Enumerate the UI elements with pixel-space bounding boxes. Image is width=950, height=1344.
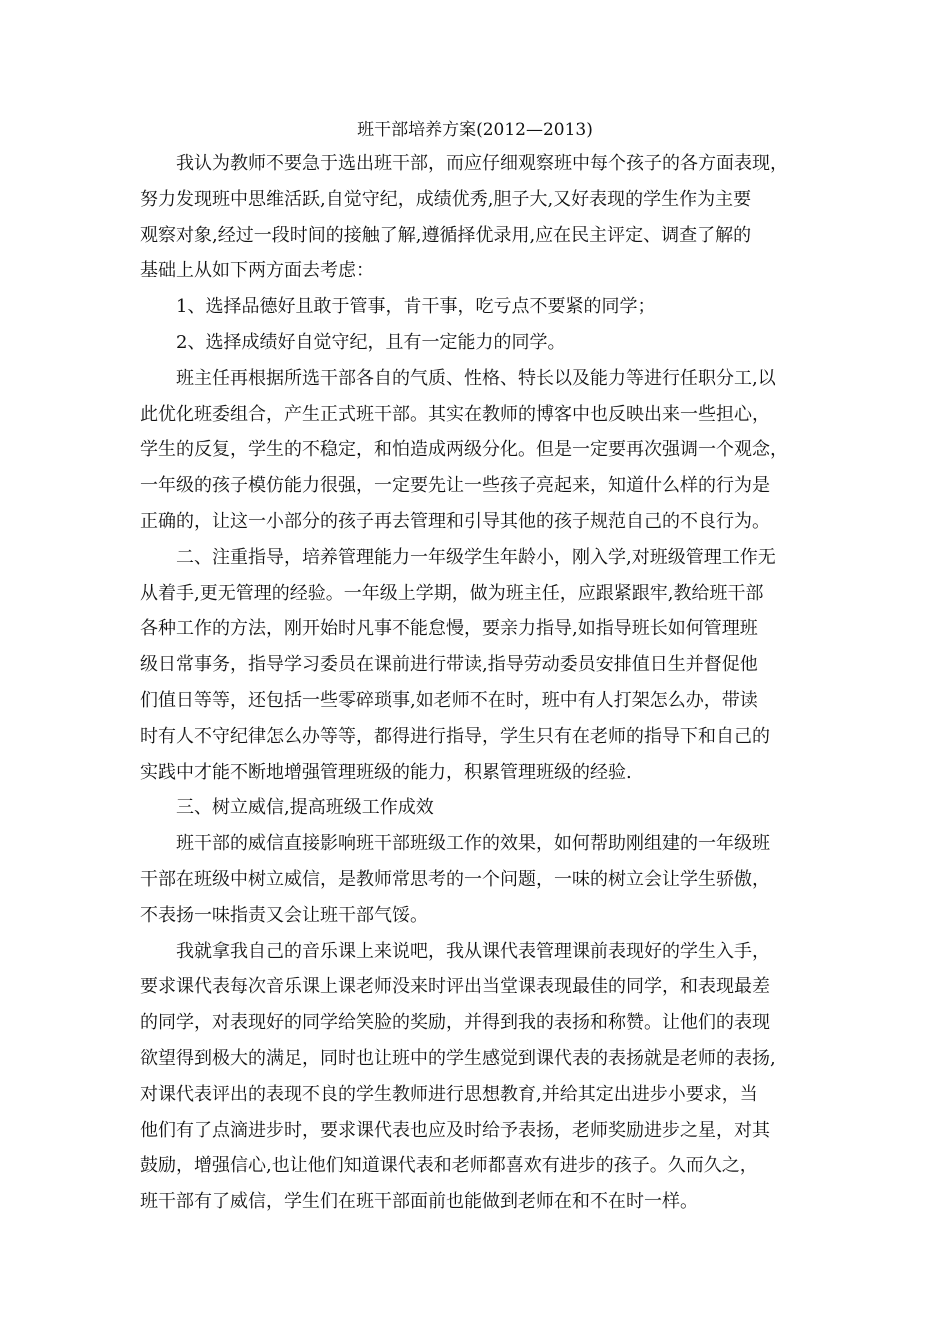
text-line: 实践中才能不断地增强管理班级的能力，积累管理班级的经验. <box>140 762 632 783</box>
text-line: 的同学，对表现好的同学给笑脸的奖励，并得到我的表扬和称赞。让他们的表现 <box>140 1012 770 1033</box>
text-line: 级日常事务，指导学习委员在课前进行带读,指导劳动委员安排值日生并督促他 <box>140 654 758 675</box>
text-line: 学生的反复，学生的不稳定，和怕造成两级分化。但是一定要再次强调一个观念， <box>140 439 788 460</box>
text-line: 一年级的孩子模仿能力很强，一定要先让一些孩子亮起来，知道什么样的行为是 <box>140 475 770 496</box>
text-line: 班干部有了威信，学生们在班干部面前也能做到老师在和不在时一样。 <box>140 1191 698 1212</box>
text-line: 二、注重指导，培养管理能力一年级学生年龄小，刚入学,对班级管理工作无 <box>176 547 776 568</box>
text-line: 鼓励，增强信心,也让他们知道课代表和老师都喜欢有进步的孩子。久而久之， <box>140 1155 758 1176</box>
text-line: 三、树立威信,提高班级工作成效 <box>176 797 434 818</box>
text-line: 基础上从如下两方面去考虑： <box>140 260 374 281</box>
text-line: 努力发现班中思维活跃,自觉守纪，成绩优秀,胆子大,又好表现的学生作为主要 <box>140 189 752 210</box>
text-line: 我就拿我自己的音乐课上来说吧，我从课代表管理课前表现好的学生入手， <box>176 941 770 962</box>
document-title: 班干部培养方案(2012—2013) <box>357 120 593 140</box>
text-line: 要求课代表每次音乐课上课老师没来时评出当堂课表现最佳的同学，和表现最差 <box>140 976 770 997</box>
text-line: 欲望得到极大的满足，同时也让班中的学生感觉到课代表的表扬就是老师的表扬, <box>140 1048 776 1069</box>
text-line: 我认为教师不要急于选出班干部，而应仔细观察班中每个孩子的各方面表现， <box>176 153 788 174</box>
text-line: 2、选择成绩好自觉守纪，且有一定能力的同学。 <box>176 332 566 353</box>
text-line: 他们有了点滴进步时，要求课代表也应及时给予表扬，老师奖励进步之星，对其 <box>140 1120 770 1141</box>
text-line: 班干部的威信直接影响班干部班级工作的效果，如何帮助刚组建的一年级班 <box>176 833 770 854</box>
text-line: 正确的，让这一小部分的孩子再去管理和引导其他的孩子规范自己的不良行为。 <box>140 511 770 532</box>
text-line: 各种工作的方法，刚开始时凡事不能怠慢，要亲力指导,如指导班长如何管理班 <box>140 618 758 639</box>
text-line: 观察对象,经过一段时间的接触了解,遵循择优录用,应在民主评定、调查了解的 <box>140 225 752 246</box>
text-line: 不表扬一味指责又会让班干部气馁。 <box>140 905 428 926</box>
text-line: 1、选择品德好且敢于管事，肯干事，吃亏点不要紧的同学； <box>176 296 656 317</box>
text-line: 时有人不守纪律怎么办等等，都得进行指导，学生只有在老师的指导下和自己的 <box>140 726 770 747</box>
text-line: 们值日等等，还包括一些零碎琐事,如老师不在时，班中有人打架怎么办，带读 <box>140 690 758 711</box>
text-line: 对课代表评出的表现不良的学生教师进行思想教育,并给其定出进步小要求，当 <box>140 1084 758 1105</box>
text-line: 干部在班级中树立威信，是教师常思考的一个问题，一味的树立会让学生骄傲， <box>140 869 770 890</box>
text-line: 班主任再根据所选干部各自的气质、性格、特长以及能力等进行任职分工,以 <box>176 368 776 389</box>
text-line: 从着手,更无管理的经验。一年级上学期，做为班主任，应跟紧跟牢,教给班干部 <box>140 583 764 604</box>
text-line: 此优化班委组合，产生正式班干部。其实在教师的博客中也反映出来一些担心， <box>140 404 770 425</box>
